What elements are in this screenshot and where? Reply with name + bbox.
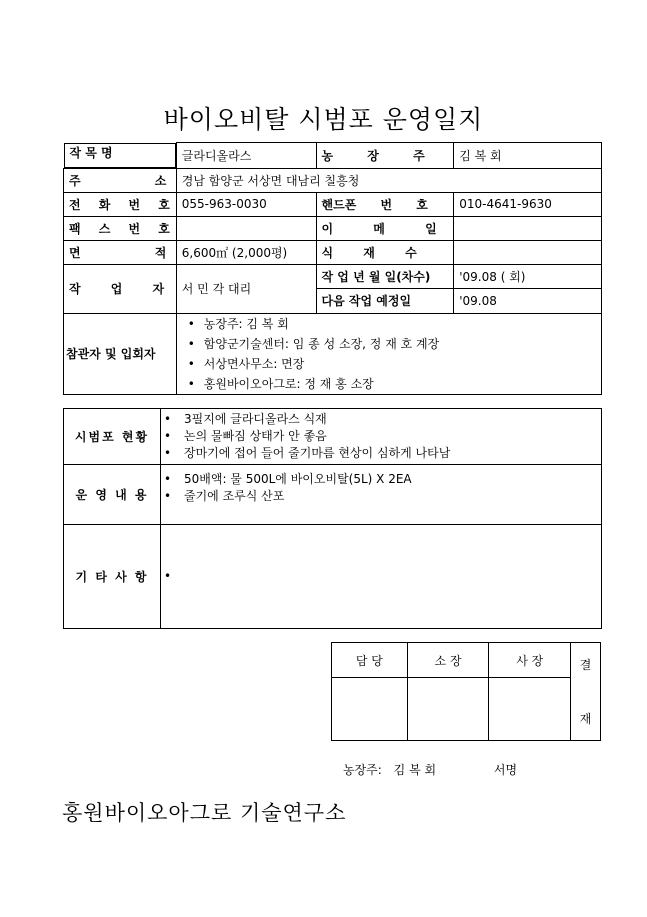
fax-label: 팩 스 번 호 <box>64 216 177 240</box>
attendees-cell <box>176 313 601 394</box>
owner-signature-line <box>343 761 517 778</box>
other-list <box>164 568 598 585</box>
address-value: 경남 함양군 서상면 대남리 칠흥청 <box>176 168 601 192</box>
worker-value: 서 민 각 대리 <box>176 264 316 313</box>
status-cell <box>161 409 602 465</box>
organization-footer: 홍원바이오아그로 기술연구소 <box>62 801 347 825</box>
operation-list <box>164 471 598 505</box>
crop-label <box>64 143 176 168</box>
attendees-label: 참관자 및 입회자 <box>64 313 177 394</box>
worker-label: 작 업 자 <box>64 264 177 313</box>
other-cell <box>161 525 602 629</box>
plant-count-value <box>454 240 602 264</box>
table-row <box>64 525 602 629</box>
table-row <box>332 678 601 741</box>
page-title: 바이오비탈 시범포 운영일지 <box>163 105 484 134</box>
email-value <box>454 216 602 240</box>
plant-count-label: 식 재 수 <box>316 240 454 264</box>
table-row <box>64 264 602 289</box>
phone-value: 055-963-0030 <box>176 192 316 216</box>
work-date-label: 작 업 년 월 일(차수) <box>316 264 454 289</box>
farm-owner-value: 김 복 회 <box>454 143 602 169</box>
table-row <box>64 240 602 264</box>
owner-label: 농장주: <box>343 763 382 777</box>
director-sign-box <box>407 678 489 741</box>
president-header: 사 장 <box>489 643 571 678</box>
approval-side-label <box>571 643 601 741</box>
other-label: 기 타 사 항 <box>64 525 161 629</box>
phone-label: 전 화 번 호 <box>64 192 177 216</box>
fax-value <box>176 216 316 240</box>
owner-sign: 서명 <box>493 763 518 777</box>
list-item: • 3필지에 글라디올라스 식재 <box>164 411 598 428</box>
list-item: • 함양군기술센터: 임 종 성 소장, 정 재 호 계장 <box>188 334 596 354</box>
manager-sign-box <box>332 678 408 741</box>
approval-table <box>331 642 601 741</box>
status-label: 시범포 현황 <box>64 409 161 465</box>
mobile-value: 010-4641-9630 <box>454 192 602 216</box>
table-row <box>64 409 602 465</box>
table-row <box>64 143 602 169</box>
list-item: • 장마기에 접어 들어 줄기마름 현상이 심하게 나타남 <box>164 445 598 462</box>
list-item: • 줄기에 조루식 산포 <box>164 488 598 505</box>
manager-header: 담 당 <box>332 643 408 678</box>
table-row <box>64 192 602 216</box>
table-row <box>64 216 602 240</box>
table-row <box>64 465 602 525</box>
farm-owner-label: 농 장 주 <box>316 143 454 169</box>
approval-side-1: 결 <box>579 657 592 672</box>
president-sign-box <box>489 678 571 741</box>
table-row <box>332 643 601 678</box>
list-item: • 서상면사무소: 면장 <box>188 354 596 374</box>
area-label: 면 적 <box>64 240 177 264</box>
mobile-label: 핸드폰 번 호 <box>316 192 454 216</box>
work-date-value: '09.08 ( 회) <box>454 264 602 289</box>
next-work-label: 다음 작업 예정일 <box>316 289 454 314</box>
address-label: 주 소 <box>64 168 177 192</box>
table-row <box>64 168 602 192</box>
email-label: 이 메 일 <box>316 216 454 240</box>
farm-info-table <box>63 142 602 395</box>
table-row <box>64 313 602 394</box>
list-item: • 농장주: 김 복 회 <box>188 314 596 334</box>
next-work-value: '09.08 <box>454 289 602 314</box>
approval-side-2: 재 <box>579 711 592 726</box>
operation-cell <box>161 465 602 525</box>
attendees-list <box>182 314 596 394</box>
crop-value: 글라디올라스 <box>176 143 316 169</box>
trial-table <box>63 408 602 629</box>
list-item: • 논의 물빠짐 상태가 안 좋음 <box>164 428 598 445</box>
operation-label: 운 영 내 용 <box>64 465 161 525</box>
list-item: • 홍원바이오아그로: 정 재 홍 소장 <box>188 374 596 394</box>
list-item: • 50배액: 물 500L에 바이오비탈(5L) X 2EA <box>164 471 598 488</box>
owner-name: 김 복 회 <box>393 763 437 777</box>
area-value: 6,600㎡ (2,000평) <box>176 240 316 264</box>
list-item <box>164 568 598 585</box>
status-list <box>164 411 598 462</box>
director-header: 소 장 <box>407 643 489 678</box>
crop-label-text: 작 목 명 <box>69 145 113 160</box>
